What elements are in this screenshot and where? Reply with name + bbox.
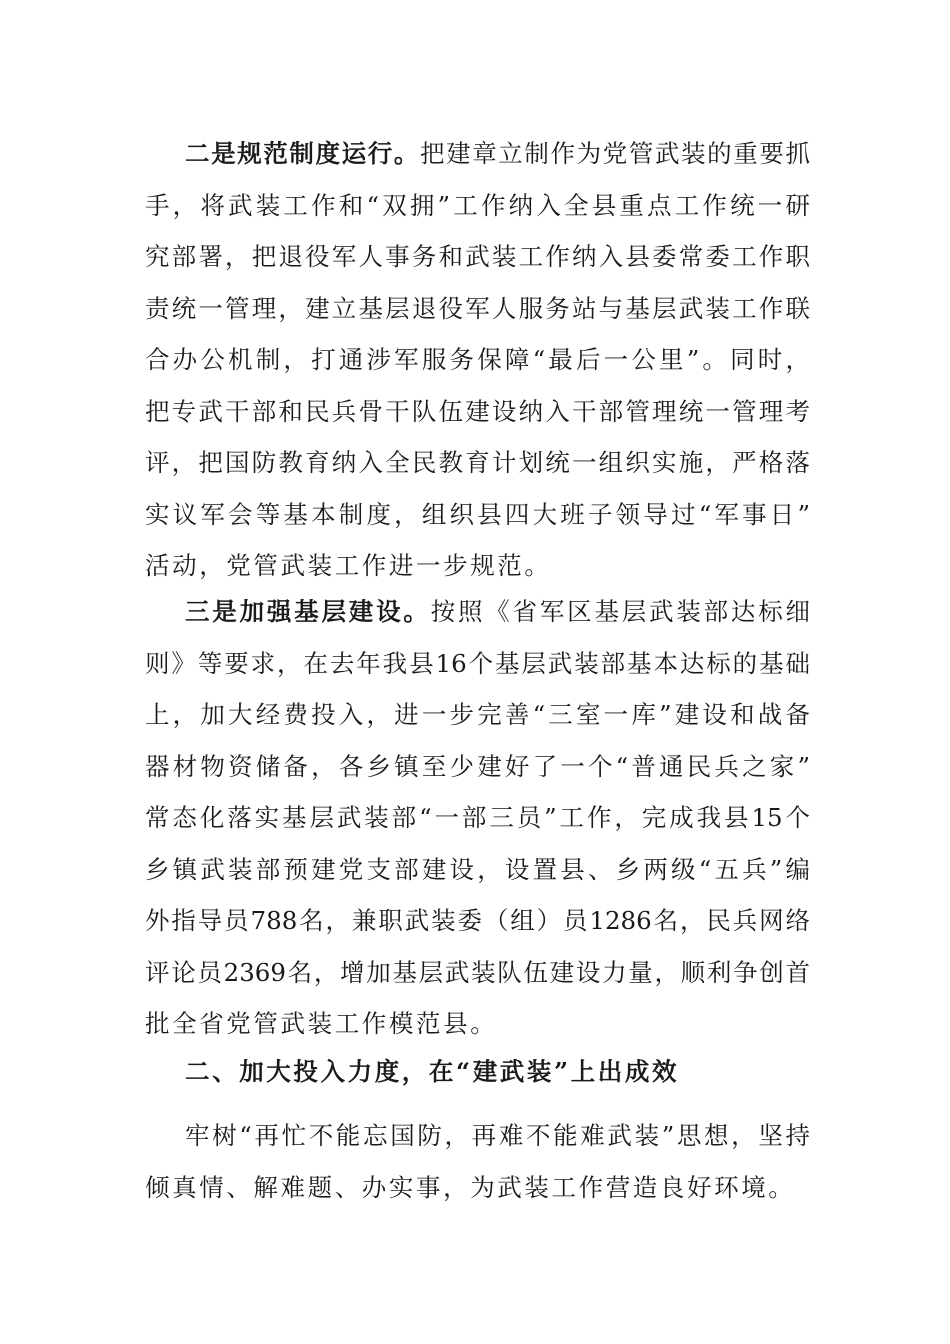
text-line: 则》等要求，在去年我县16个基层武装部基本达标的基础 [145,648,810,678]
text-line: 批全省党管武装工作模范县。 [145,1009,498,1038]
text-line: 倾真情、解难题、办实事，为武装工作营造良好环境。 [145,1172,796,1202]
text-span: 按照《省军区基层武装部达标细 [430,597,811,626]
text-line: 上，加大经费投入，进一步完善“三室一库”建设和战备 [145,700,810,729]
paragraph-grassroots-building [145,586,810,1050]
text-line: 常态化落实基层武装部“一部三员”工作，完成我县15个 [145,803,810,832]
text-line: 手，将武装工作和“双拥”工作纳入全县重点工作统一研 [145,190,810,220]
paragraph-lead: 二是规范制度运行。 [185,139,420,168]
text-line: 活动，党管武装工作进一步规范。 [145,551,552,580]
text-span: 把建章立制作为党管武装的重要抓 [419,139,811,168]
text-line: 乡镇武装部预建党支部建设，设置县、乡两级“五兵”编 [145,854,810,884]
text-line [145,128,810,180]
text-line: 评，把国防教育纳入全民教育计划统一组织实施，严格落 [145,448,810,477]
paragraph-regulate-system [145,128,810,592]
section-heading: 二、加大投入力度，在“建武装”上出成效 [185,1057,680,1086]
text-line: 牢树“再忙不能忘国防，再难不能难武装”思想，坚持 [185,1121,810,1150]
text-line: 器材物资储备，各乡镇至少建好了一个“普通民兵之家” [145,751,810,781]
text-line: 把专武干部和民兵骨干队伍建设纳入干部管理统一管理考 [145,396,810,426]
text-line: 实议军会等基本制度，组织县四大班子领导过“军事日” [145,499,810,529]
text-line: 责统一管理，建立基层退役军人服务站与基层武装工作联 [145,293,810,323]
text-line: 外指导员788名，兼职武装委（组）员1286名，民兵网络 [145,906,810,935]
paragraph-build-armed-forces [145,1110,810,1213]
text-line: 评论员2369名，增加基层武装队伍建设力量，顺利争创首 [145,957,810,987]
text-line: 合办公机制，打通涉军服务保障“最后一公里”。同时， [145,345,810,374]
paragraph-lead: 三是加强基层建设。 [185,597,431,626]
section-heading-block [145,1046,810,1098]
text-line: 究部署，把退役军人事务和武装工作纳入县委常委工作职 [145,242,810,271]
text-line [145,586,810,638]
